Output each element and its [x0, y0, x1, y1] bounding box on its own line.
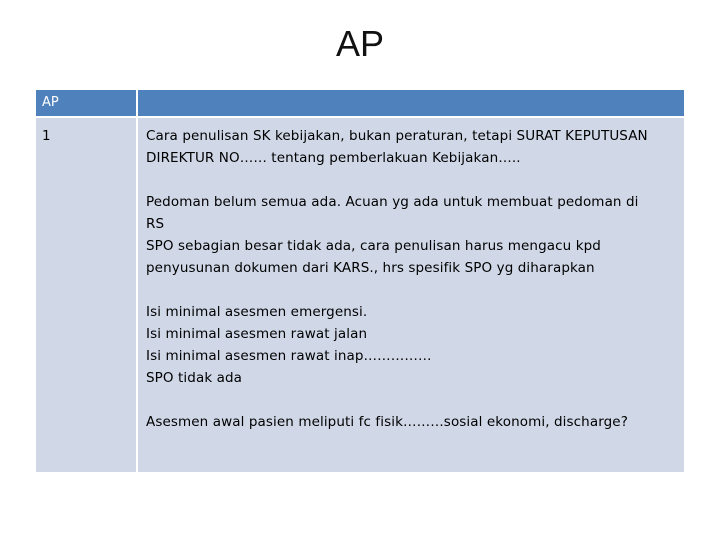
content-table [36, 90, 684, 472]
text-line: RS [146, 216, 165, 232]
paragraph-asesmen [146, 301, 678, 389]
table-header-col1: AP [36, 90, 136, 116]
table-header-col2 [138, 90, 684, 116]
text-line: Isi minimal asesmen rawat jalan [146, 326, 368, 342]
text-line: DIREKTUR NO…… tentang pemberlakuan Kebijakan….. [146, 150, 521, 166]
text-line: Isi minimal asesmen emergensi. [146, 304, 368, 320]
paragraph-pedoman [146, 191, 678, 279]
row-number-cell [36, 118, 136, 472]
text-line: penyusunan dokumen dari KARS., hrs spesifik SPO yg diharapkan [146, 260, 595, 276]
paragraph-sk [146, 125, 678, 169]
text-line: SPO sebagian besar tidak ada, cara penulisan harus mengacu kpd [146, 238, 601, 254]
text-line: Cara penulisan SK kebijakan, bukan peraturan, tetapi SURAT KEPUTUSAN [146, 128, 648, 144]
paragraph-asesmen-awal [146, 411, 678, 433]
text-line: Pedoman belum semua ada. Acuan yg ada untuk membuat pedoman di [146, 194, 639, 210]
row-number: 1 [42, 128, 51, 144]
text-line: SPO tidak ada [146, 370, 243, 386]
text-line: Asesmen awal pasien meliputi fc fisik………sosial ekonomi, discharge? [146, 414, 628, 430]
slide-title: AP [335, 23, 385, 64]
text-line: Isi minimal asesmen rawat inap…………… [146, 348, 432, 364]
row-content-cell [138, 118, 684, 472]
